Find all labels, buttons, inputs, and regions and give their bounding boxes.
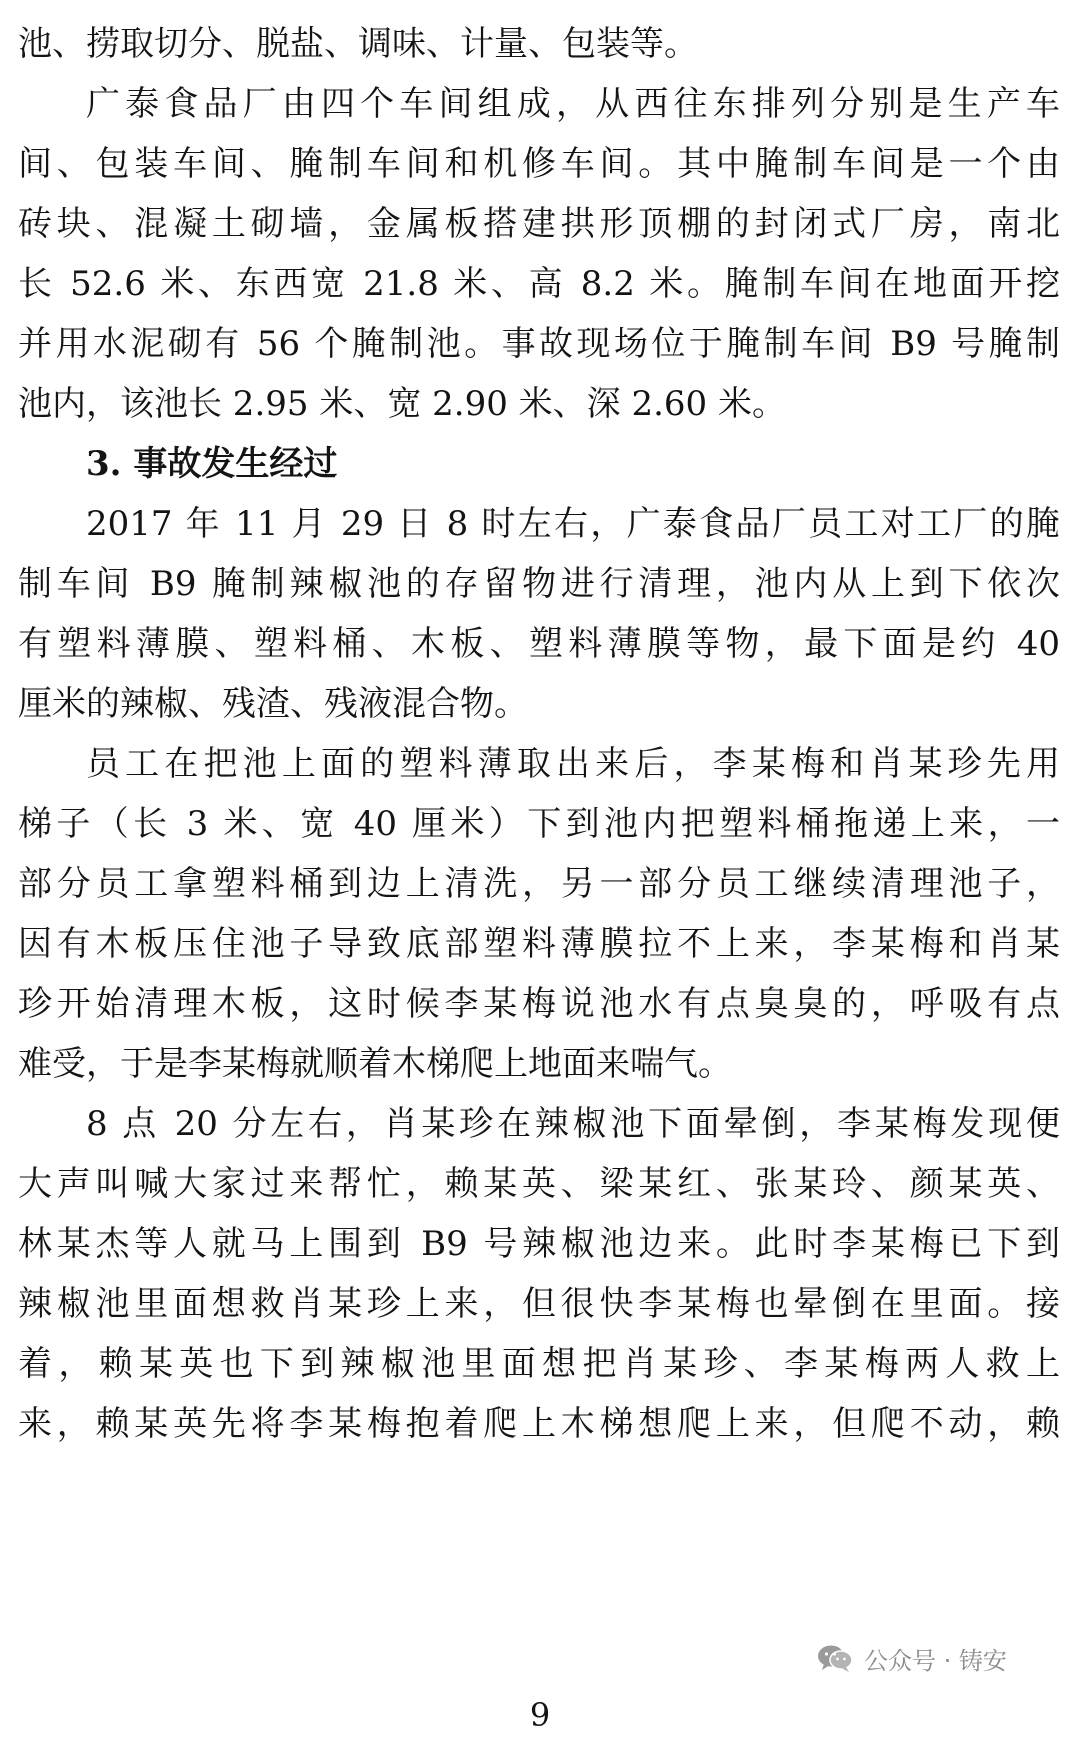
text-line: 珍开始清理木板，这时候李某梅说池水有点臭臭的，呼吸有点: [18, 984, 1060, 1024]
text-line: 并用水泥砌有 56 个腌制池。事故现场位于腌制车间 B9 号腌制: [18, 324, 1060, 364]
text-line: 长 52.6 米、东西宽 21.8 米、高 8.2 米。腌制车间在地面开挖: [18, 264, 1060, 304]
paragraph-start-line: 员工在把池上面的塑料薄取出来后，李某梅和肖某珍先用: [86, 744, 1060, 784]
text-line: 林某杰等人就马上围到 B9 号辣椒池边来。此时李某梅已下到: [18, 1224, 1060, 1264]
text-line: 辣椒池里面想救肖某珍上来，但很快李某梅也晕倒在里面。接: [18, 1284, 1060, 1324]
text-line: 梯子（长 3 米、宽 40 厘米）下到池内把塑料桶拖递上来，一: [18, 804, 1060, 844]
watermark-text: 公众号 · 铸安: [864, 1646, 1007, 1675]
text-line: 池内，该池长 2.95 米、宽 2.90 米、深 2.60 米。: [18, 384, 786, 424]
text-line: 厘米的辣椒、残渣、残液混合物。: [18, 684, 528, 724]
text-line: 难受，于是李某梅就顺着木梯爬上地面来喘气。: [18, 1044, 732, 1084]
text-line: 大声叫喊大家过来帮忙，赖某英、梁某红、张某玲、颜某英、: [18, 1164, 1060, 1204]
watermark: [816, 1636, 1007, 1680]
text-line: 着，赖某英也下到辣椒池里面想把肖某珍、李某梅两人救上: [18, 1344, 1060, 1384]
text-line: 来，赖某英先将李某梅抱着爬上木梯想爬上来，但爬不动，赖: [18, 1404, 1060, 1444]
text-line: 砖块、混凝土砌墙，金属板搭建拱形顶棚的封闭式厂房，南北: [18, 204, 1060, 244]
page-number: 9: [529, 1696, 551, 1734]
paragraph-start-line: 8 点 20 分左右，肖某珍在辣椒池下面晕倒，李某梅发现便: [86, 1104, 1060, 1144]
text-line: 制车间 B9 腌制辣椒池的存留物进行清理，池内从上到下依次: [18, 564, 1060, 604]
text-line: 池、捞取切分、脱盐、调味、计量、包装等。: [18, 24, 698, 64]
text-line: 部分员工拿塑料桶到边上清洗，另一部分员工继续清理池子，: [18, 864, 1060, 904]
section-heading: 3. 事故发生经过: [86, 444, 338, 484]
paragraph-start-line: 2017 年 11 月 29 日 8 时左右，广泰食品厂员工对工厂的腌: [86, 504, 1060, 544]
text-line: 因有木板压住池子导致底部塑料薄膜拉不上来，李某梅和肖某: [18, 924, 1060, 964]
text-line: 有塑料薄膜、塑料桶、木板、塑料薄膜等物，最下面是约 40: [18, 624, 1060, 664]
paragraph-start-line: 广泰食品厂由四个车间组成，从西往东排列分别是生产车: [86, 84, 1060, 124]
text-line: 间、包装车间、腌制车间和机修车间。其中腌制车间是一个由: [18, 144, 1060, 184]
wechat-icon: [816, 1643, 854, 1673]
